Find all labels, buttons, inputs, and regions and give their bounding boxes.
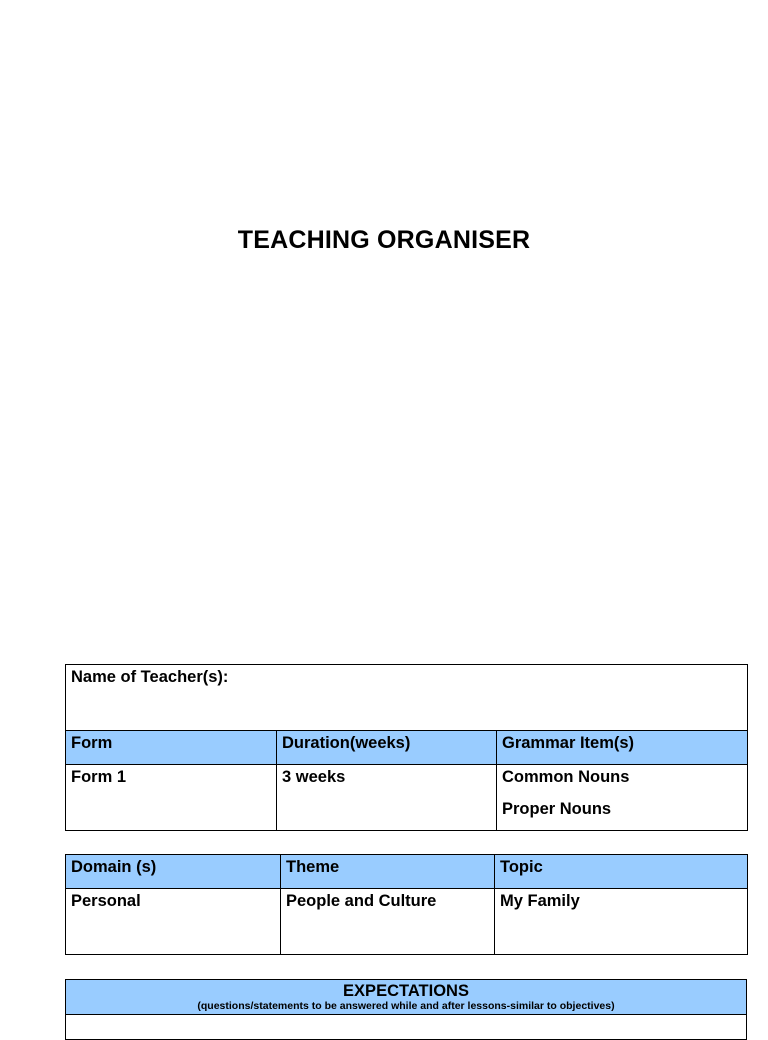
expectations-table xyxy=(65,979,747,1040)
domain-header: Domain (s) xyxy=(66,855,281,889)
grammar-item: Proper Nouns xyxy=(502,800,612,818)
teacher-name-label: Name of Teacher(s): xyxy=(71,668,229,686)
domain-table xyxy=(65,854,748,955)
table1-value-row xyxy=(66,765,748,831)
grammar-items-cell xyxy=(497,765,748,831)
table2-value-row xyxy=(66,889,748,955)
table2-header-row xyxy=(66,855,748,889)
topic-header: Topic xyxy=(495,855,748,889)
teacher-info-table xyxy=(65,664,748,831)
duration-header: Duration(weeks) xyxy=(277,731,497,765)
topic-value: My Family xyxy=(495,889,748,955)
grammar-header: Grammar Item(s) xyxy=(497,731,748,765)
table1-header-row xyxy=(66,731,748,765)
expectations-body-row xyxy=(66,1015,747,1040)
expectations-subtitle: (questions/statements to be answered while and after lessons-similar to objectives) xyxy=(197,1000,615,1012)
duration-value: 3 weeks xyxy=(277,765,497,831)
domain-value: Personal xyxy=(66,889,281,955)
grammar-item: Common Nouns xyxy=(502,768,630,786)
expectations-body-cell[interactable] xyxy=(66,1015,747,1040)
form-value: Form 1 xyxy=(66,765,277,831)
theme-value: People and Culture xyxy=(281,889,495,955)
page-title: TEACHING ORGANISER xyxy=(237,226,531,254)
theme-header: Theme xyxy=(281,855,495,889)
expectations-header-row xyxy=(66,980,747,1015)
form-header: Form xyxy=(66,731,277,765)
teacher-name-cell[interactable] xyxy=(66,665,748,731)
teacher-name-row xyxy=(66,665,748,731)
expectations-header-cell xyxy=(66,980,747,1015)
expectations-title: EXPECTATIONS xyxy=(343,982,469,1000)
